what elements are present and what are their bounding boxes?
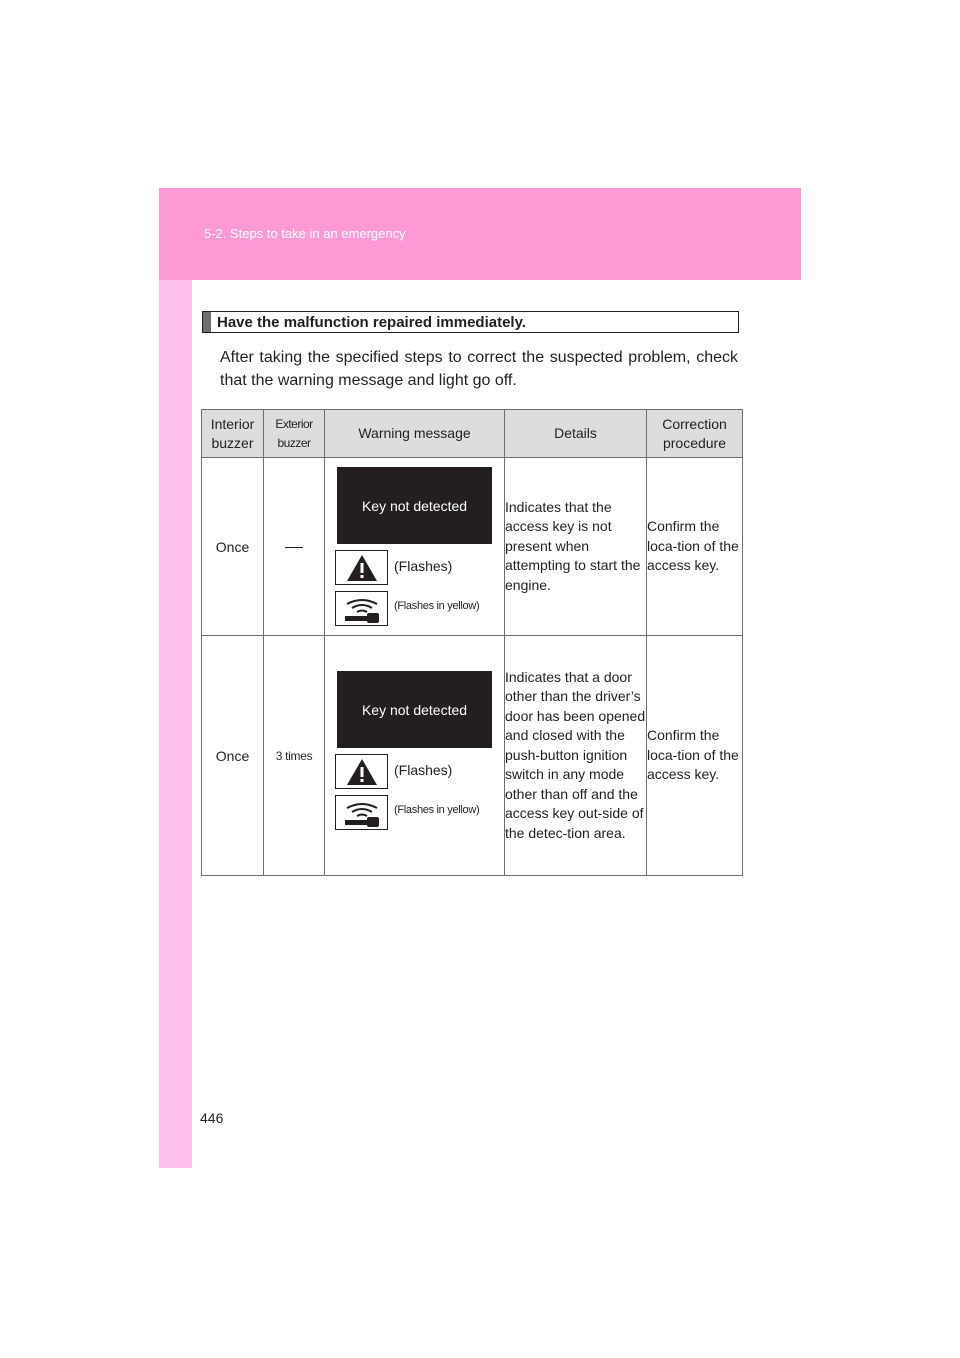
icon1-label: (Flashes) bbox=[394, 762, 453, 778]
col-correction-procedure: Correction procedure bbox=[647, 410, 743, 458]
side-band bbox=[159, 280, 192, 1168]
row2-warning-message bbox=[325, 636, 505, 876]
row1-interior-buzzer: Once bbox=[202, 458, 264, 636]
table-row bbox=[202, 636, 743, 876]
smart-key-indicator-icon bbox=[335, 591, 388, 626]
col-exterior-buzzer: Exterior buzzer bbox=[264, 410, 325, 458]
icon2-label: (Flashes in yellow) bbox=[394, 804, 480, 816]
intro-paragraph: After taking the specified steps to correct the suspected problem, check that the warning message and light go off. bbox=[220, 349, 738, 389]
icon1-label: (Flashes) bbox=[394, 558, 453, 574]
table-row bbox=[202, 458, 743, 636]
warning-triangle-icon bbox=[335, 754, 388, 789]
row2-interior-buzzer: Once bbox=[202, 636, 264, 876]
warning-table bbox=[201, 409, 743, 876]
warning-triangle-icon bbox=[335, 550, 388, 585]
col-details: Details bbox=[505, 410, 647, 458]
icon2-label: (Flashes in yellow) bbox=[394, 600, 480, 612]
row2-details: Indicates that a door other than the driver’s door has been opened and closed with the push-button ignition switch in any mode other than off and the access key out-side of the detec-tion area. bbox=[505, 636, 647, 876]
subheading-text: Have the malfunction repaired immediately. bbox=[217, 314, 526, 331]
message-display: Key not detected bbox=[337, 671, 492, 748]
row1-exterior-buzzer bbox=[264, 458, 325, 636]
section-title: 5-2. Steps to take in an emergency bbox=[204, 226, 406, 241]
subheading-box bbox=[202, 311, 739, 333]
page-number: 446 bbox=[200, 1110, 224, 1126]
message-display: Key not detected bbox=[337, 467, 492, 544]
row2-exterior-buzzer: 3 times bbox=[264, 636, 325, 876]
dash-mark bbox=[285, 547, 303, 548]
smart-key-indicator-icon bbox=[335, 795, 388, 830]
row1-details: Indicates that the access key is not present when attempting to start the engine. bbox=[505, 458, 647, 636]
col-interior-buzzer: Interior buzzer bbox=[202, 410, 264, 458]
col-warning-message: Warning message bbox=[325, 410, 505, 458]
row1-correction: Confirm the loca-tion of the access key. bbox=[647, 458, 743, 636]
subheading-bar bbox=[203, 312, 211, 332]
table-header-row bbox=[202, 410, 743, 458]
row1-warning-message bbox=[325, 458, 505, 636]
row2-correction: Confirm the loca-tion of the access key. bbox=[647, 636, 743, 876]
